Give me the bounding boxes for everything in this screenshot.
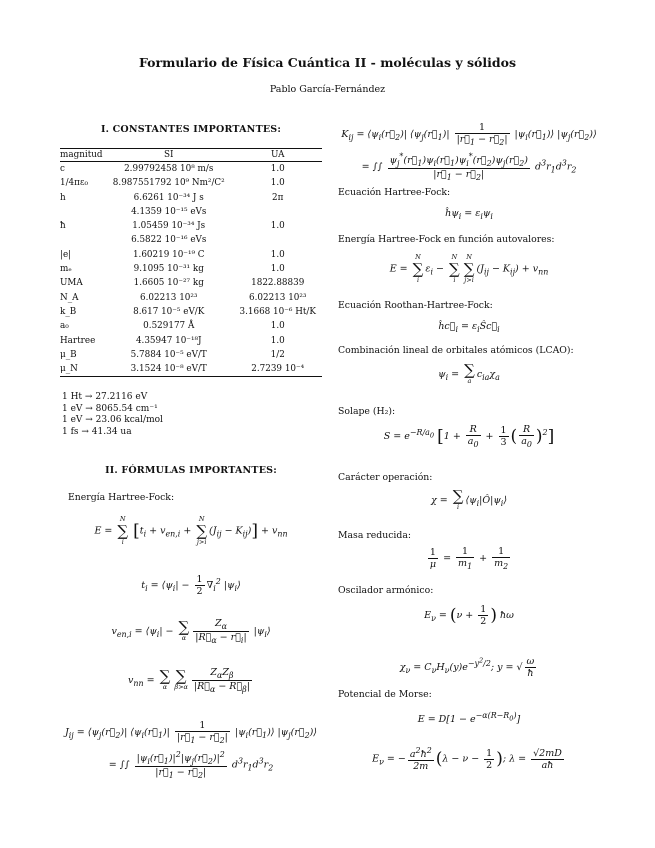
table-cell: 1/4πε₀ (60, 178, 89, 189)
table-cell: 8.617 10⁻⁵ eV/K (133, 306, 205, 317)
table-row (60, 176, 322, 190)
conversion-item: 1 Ht → 27.2116 eV (62, 392, 148, 402)
column-header: magnitud (60, 150, 103, 160)
table-cell: 1.0 (270, 321, 285, 332)
table-row (60, 362, 322, 377)
equation-morse-energy: $E_\nu$ = − $\frac{a^2ħ^2}{2m}$ (λ − ν − $\frac{1}{2}$ ); λ = $\frac{√2mD}{aħ}$ (372, 746, 562, 773)
conversion-list (62, 392, 163, 438)
equation-character: χ = ∑ i $⟨\psi_i|Ô|\psi_i⟩$ (430, 487, 508, 511)
label-roothan-hartree-fock: Ecuación Roothan-Hartree-Fock: (338, 300, 493, 311)
document-title: Formulario de Física Cuántica II - moléculas y sólidos (138, 55, 516, 70)
table-cell: 9.1095 10⁻³¹ kg (133, 264, 204, 275)
table-cell: 1.0 (270, 221, 285, 232)
equation-lcao: $\psi_i$ = ∑ a $c_{ia}\chi_a$ (438, 361, 500, 385)
equation-hf: $ĥ\psi_i = \varepsilon_i\psi_i$ (445, 208, 493, 221)
equation-exchange-integral-2: = ∫∫ $\frac{\psi_j^*(r⃗_1)\psi_i(r⃗_1)\psi_i^*(r⃗_2)\psi_j(r⃗_2)}{|r⃗_1 - r⃗_2|}$ $d^3r_1d^3r_2$ (361, 152, 577, 182)
table-cell: μ_N (60, 362, 104, 377)
table-cell: 1.05459 10⁻³⁴ Js (132, 221, 206, 232)
label-lcao: Combinación lineal de orbitales atómicos (LCAO): (338, 345, 574, 356)
table-cell: Hartree (60, 335, 96, 346)
table-cell: 1.0 (270, 335, 285, 346)
label-overlap: Solape (H₂): (338, 406, 396, 417)
table-cell (233, 205, 322, 219)
table-cell (60, 233, 104, 247)
table-cell: mₑ (60, 264, 72, 275)
section-heading-formulas: II. FÓRMULAS IMPORTANTES: (105, 465, 277, 476)
table-cell: 6.5822 10⁻¹⁶ eVs (131, 235, 207, 246)
table-cell (233, 233, 322, 247)
conversion-item: 1 fs → 41.34 ua (62, 426, 132, 437)
equation-overlap: $S = e^{-R/a_0}$ [1 + $\frac{R}{a_0}$ + $\frac{1}{3}$ ( $\frac{R}{a_0}$ )$^2$] (383, 424, 555, 449)
table-cell: 0.529177 Å (143, 321, 195, 332)
table-row (60, 334, 322, 348)
table-cell: 6.6261 10⁻³⁴ J s (133, 192, 204, 203)
constants-table (60, 148, 322, 377)
table-row (60, 262, 322, 276)
table-cell: 6.02213 10²³ (140, 292, 198, 303)
table-cell: N_A (60, 292, 79, 303)
table-row (60, 305, 322, 319)
table-row (60, 191, 322, 205)
equation-hf-energy-eigen: E = N ∑ i $\varepsilon_i$ − N ∑ i N ∑ j>i $(J_{ij} - K_{ij}) + v_{nn}$ (389, 253, 549, 284)
equation-hf-energy: E = N ∑ i [$t_i + v_{en,i}$ + N ∑ j>i $(J_{ij} - K_{ij})] + v_{nn}$ (94, 515, 288, 546)
table-body (60, 162, 322, 377)
equation-oscillator-wavefunction: $\chi_\nu = C_\nu H_\nu(y)e^{-y^2/2}$; y = √ $\frac{\omega}{ħ}$ (399, 656, 535, 679)
table-cell: 3.1668 10⁻⁶ Ht/K (239, 306, 316, 317)
table-cell: h (60, 192, 66, 203)
table-cell: 8.987551792 10⁹ Nm²/C² (112, 178, 225, 189)
table-cell: UMA (60, 278, 83, 289)
table-row (60, 233, 322, 247)
table-cell: 2π (272, 192, 284, 203)
label-morse-potential: Potencial de Morse: (338, 689, 432, 700)
table-cell: 6.02213 10²³ (249, 292, 307, 303)
equation-coulomb-integral-2: = ∫∫ $\frac{|\psi_i(r⃗_1)|^2|\psi_j(r⃗_2)|^2}{|r⃗_1 - r⃗_2|}$ $d^3r_1d^3r_2$ (108, 750, 274, 780)
table-cell: a₀ (60, 321, 69, 332)
table-cell: 1822.88839 (251, 278, 305, 289)
table-cell: 1.6605 10⁻²⁷ kg (133, 278, 204, 289)
conversion-item: 1 eV → 8065.54 cm⁻¹ (62, 403, 158, 414)
table-cell: 1.0 (270, 178, 285, 189)
table-cell: 5.7884 10⁻⁵ eV/T (130, 349, 207, 360)
table-row (60, 219, 322, 233)
label-hartree-fock-equation: Ecuación Hartree-Fock: (338, 187, 451, 198)
table-row (60, 319, 322, 333)
column-header: SI (104, 149, 233, 162)
table-cell: 1.60219 10⁻¹⁹ C (132, 249, 205, 260)
table-row (60, 291, 322, 305)
equation-morse-potential: $E = D[1 - e^{-\alpha(R-R_0)}]$ (417, 711, 521, 726)
label-hf-energy-eigenvalues: Energía Hartree-Fock en función autovalores: (338, 234, 555, 245)
table-cell: 4.35947 10⁻¹⁸J (135, 335, 202, 346)
table-cell: 3.1524 10⁻⁸ eV/T (104, 362, 233, 377)
section-heading-constants: I. CONSTANTES IMPORTANTES: (100, 124, 282, 135)
table-header-row (60, 149, 322, 162)
table-cell: μ_B (60, 349, 77, 360)
document-author: Pablo García-Fernández (269, 84, 386, 95)
table-cell: c (60, 164, 65, 174)
equation-oscillator-energy: $E_\nu = (\nu$ + $\frac{1}{2}$ ) ħω (424, 604, 514, 627)
table-row (60, 162, 322, 177)
column-header: UA (233, 149, 322, 162)
table-cell (60, 205, 104, 219)
table-cell: 2.7239 10⁻⁴ (233, 362, 322, 377)
table-cell: 1.0 (270, 249, 285, 260)
label-operation-character: Carácter operación: (338, 472, 433, 483)
table-cell: 1.0 (270, 264, 285, 275)
table-row (60, 205, 322, 219)
table-cell: 2.99792458 10⁸ m/s (124, 164, 214, 174)
table-cell: k_B (60, 306, 77, 317)
table-row (60, 248, 322, 262)
equation-exchange-integral: $K_{ij}$ = $⟨\psi_i(r⃗_2)|$ $⟨\psi_j(r⃗_1)|$ $\frac{1}{|r⃗_1 - r⃗_2|}$ $|\psi_i(r⃗_1)⟩$ $|\psi_j(r⃗_2)⟩$ (341, 122, 597, 147)
table-cell: ħ (60, 221, 66, 232)
table-cell: 4.1359 10⁻¹⁵ eVs (131, 206, 207, 217)
equation-coulomb-integral: $J_{ij}$ = $⟨\psi_j(r⃗_2)|$ $⟨\psi_i(r⃗_1)|$ $\frac{1}{|r⃗_1 - r⃗_2|}$ $|\psi_i(r⃗_1)⟩$ $|\psi_j(r⃗_2)⟩$ (64, 720, 318, 745)
table-row (60, 348, 322, 362)
equation-roothan: $ĥc⃗_i$ = $\varepsilon_iŜc⃗_i$ (438, 321, 500, 334)
table-cell: 1/2 (270, 349, 285, 360)
equation-electron-nucleus: $v_{en,i}$ = $⟨\psi_i|$ − ∑ α $\frac{Z_\alpha}{|R⃗_\alpha - r⃗_i|}$ $|\psi_i⟩$ (111, 617, 271, 645)
equation-kinetic: $t_i$ = $⟨\psi_i|$ − $\frac{1}{2}$ $\nabla_i^2$ $|\psi_i⟩$ (141, 574, 241, 597)
label-reduced-mass: Masa reducida: (338, 530, 412, 541)
conversion-item: 1 eV → 23.06 kcal/mol (62, 415, 163, 425)
label-harmonic-oscillator: Oscilador armónico: (338, 585, 434, 596)
equation-nucleus-nucleus: $v_{nn}$ = ∑ α ∑ β>α $\frac{Z_\alpha Z_\beta}{|R⃗_\alpha - R⃗_\beta|}$ (128, 666, 250, 694)
equation-reduced-mass: $\frac{1}{\mu}$ = $\frac{1}{m_1}$ + $\frac{1}{m_2}$ (429, 546, 509, 571)
table-cell: |e| (60, 249, 72, 260)
label-hartree-fock-energy: Energía Hartree-Fock: (68, 492, 175, 503)
table-row (60, 276, 322, 290)
table-cell: 1.0 (270, 164, 285, 174)
